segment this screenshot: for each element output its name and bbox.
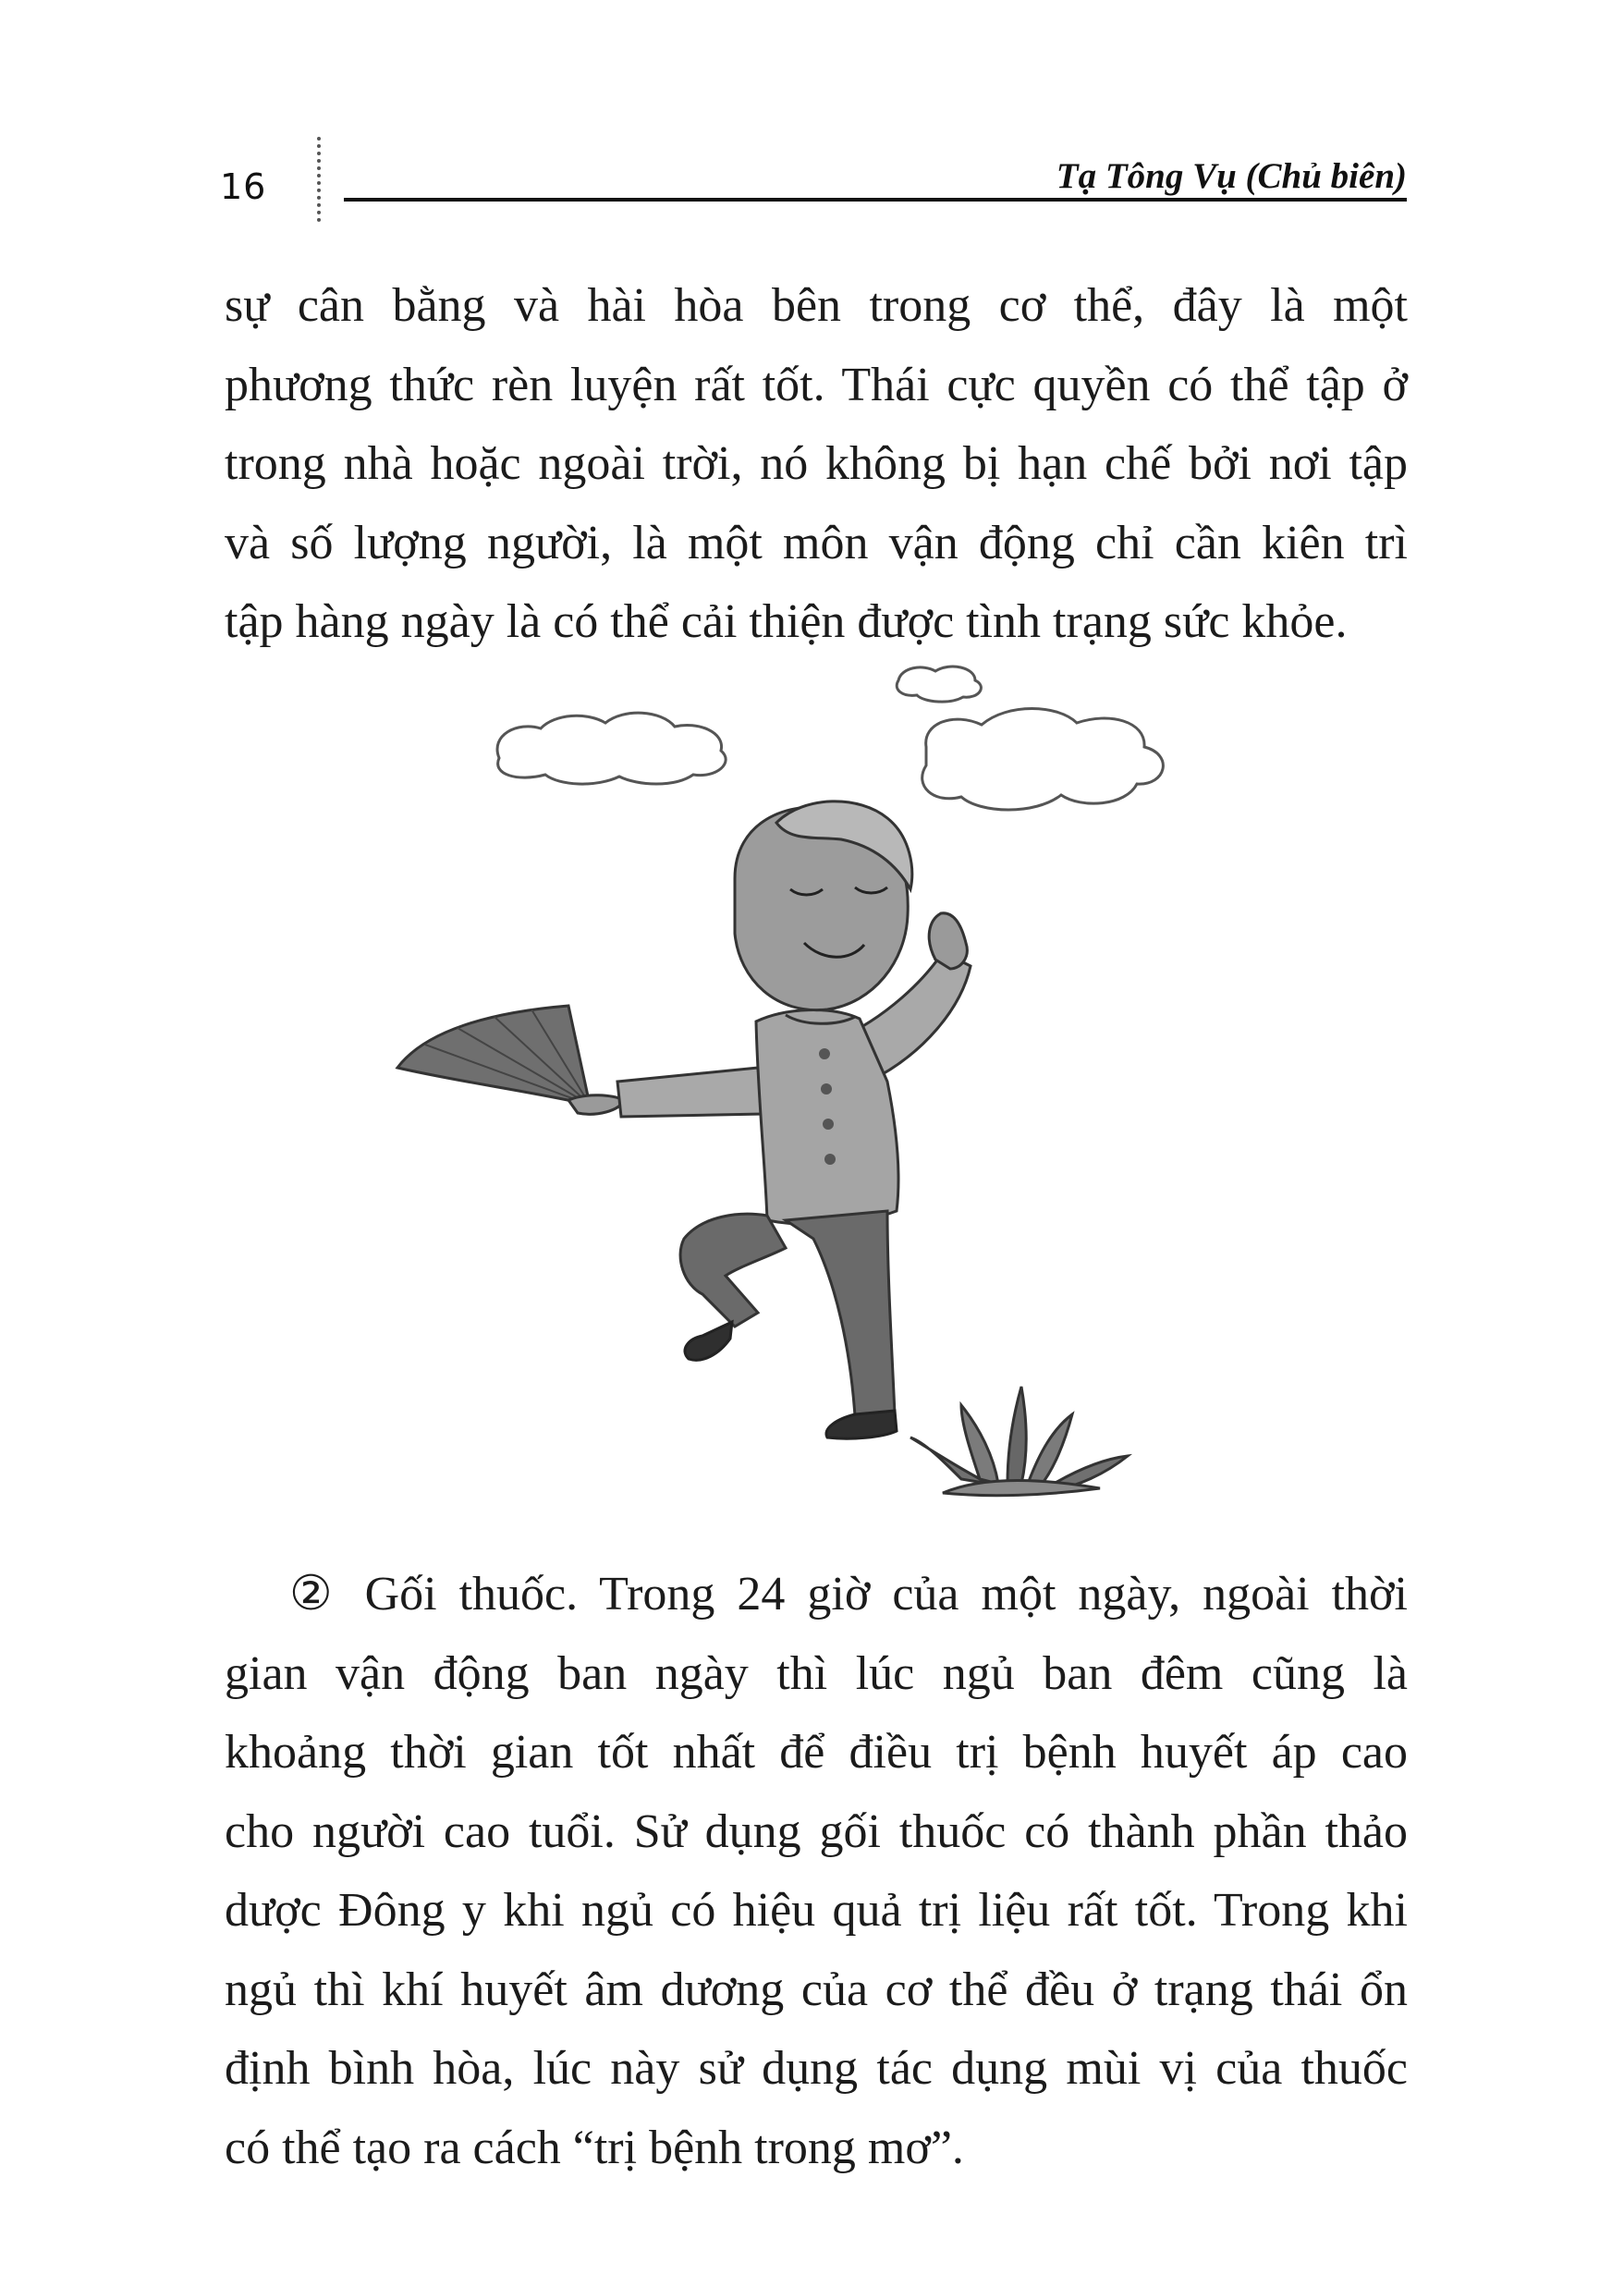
text-line: trong nhà hoặc ngoài trời, nó không bị hạn chế bởi nơi tập [225, 437, 1408, 490]
text-line: khoảng thời gian tốt nhất để điều trị bệnh huyết áp cao [225, 1726, 1408, 1779]
paragraph-medicine-pillow [225, 1555, 1408, 2187]
cloud-right-icon [922, 709, 1164, 811]
fan-icon [397, 1006, 590, 1105]
cloud-left-icon [497, 713, 726, 784]
cloud-small-icon [897, 667, 981, 702]
text-line: ② Gối thuốc. Trong 24 giờ của một ngày, ngoài thời [289, 1568, 1408, 1621]
running-title: Tạ Tông Vụ (Chủ biên) [1056, 156, 1407, 196]
paragraph-taichi [225, 266, 1408, 662]
text-line: và số lượng người, là một môn vận động chỉ cần kiên trì [225, 516, 1408, 569]
text-line: định bình hòa, lúc này sử dụng tác dụng mùi vị của thuốc [225, 2042, 1408, 2095]
grass-plant-icon [910, 1387, 1128, 1496]
text-line: gian vận động ban ngày thì lúc ngủ ban đêm cũng là [225, 1646, 1408, 1700]
text-line: phương thức rèn luyện rất tốt. Thái cực quyền có thể tập ở [225, 358, 1408, 411]
text-line: dược Đông y khi ngủ có hiệu quả trị liệu rất tốt. Trong khi [225, 1884, 1408, 1937]
page-header [0, 0, 1624, 231]
text-line: có thể tạo ra cách “trị bệnh trong mơ”. [225, 2121, 964, 2174]
header-rule [344, 198, 1407, 202]
page-number: 16 [220, 166, 267, 207]
text-line: cho người cao tuổi. Sử dụng gối thuốc có thành phần thảo [225, 1804, 1408, 1858]
header-dotted-divider [317, 137, 321, 222]
text-line: sự cân bằng và hài hòa bên trong cơ thể, đây là một [225, 279, 1408, 332]
tai-chi-fan-figure-illustration [370, 647, 1257, 1535]
text-line: tập hàng ngày là có thể cải thiện được tình trạng sức khỏe. [225, 595, 1348, 648]
text-line: ngủ thì khí huyết âm dương của cơ thể đều ở trạng thái ổn [225, 1963, 1408, 2016]
